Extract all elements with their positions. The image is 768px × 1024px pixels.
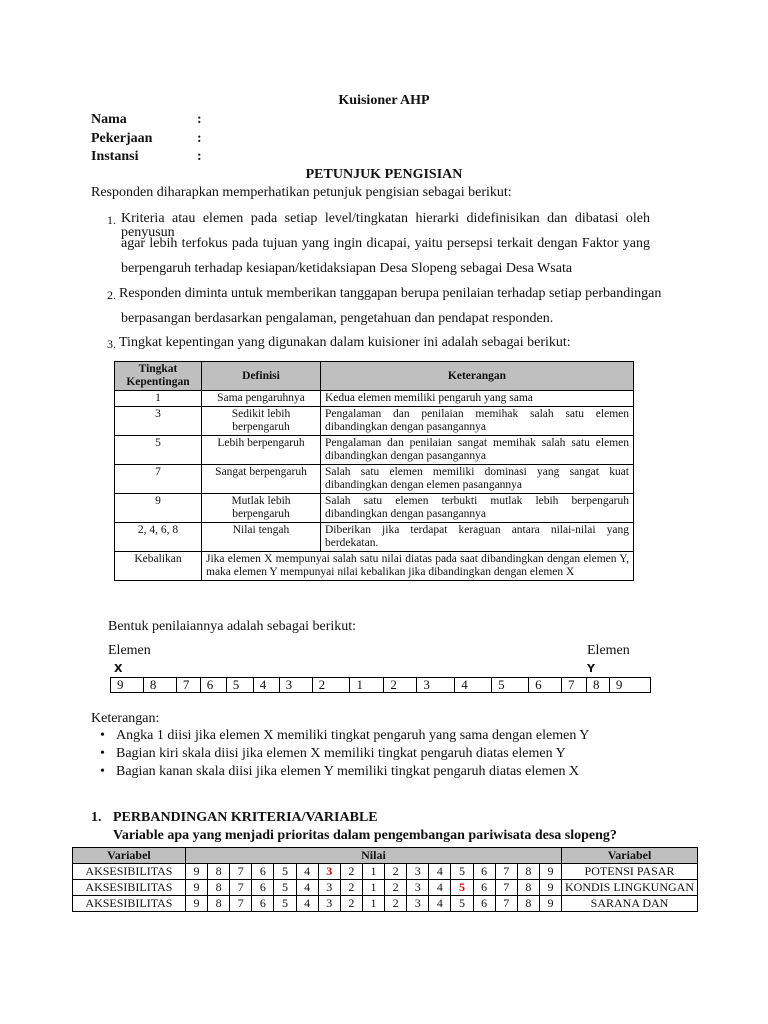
bullet-text: Bagian kanan skala diisi jika elemen Y memiliki tingkat pengaruh diatas elemen X [116,764,580,779]
tingkat-cell: 1 [115,391,202,407]
variabel-left: AKSESIBILITAS [73,864,186,880]
instruction-number: 2. [107,288,116,302]
nilai-cell[interactable]: 1 [362,880,384,896]
scale-cell: 8 [143,678,176,693]
variabel-right: SARANA DAN [562,896,698,912]
nilai-cell[interactable]: 6 [473,880,495,896]
keterangan-cell: Salah satu elemen terbukti mutlak lebih berpengaruh dibandingkan dengan pasangannya [321,494,634,523]
column-header: Variabel [562,848,698,864]
nilai-cell[interactable]: 9 [539,864,561,880]
elemen-x-letter: X [114,662,123,675]
nilai-cell[interactable]: 5 [451,880,473,896]
identity-label: Nama [91,112,127,127]
variabel-left: AKSESIBILITAS [73,880,186,896]
section-number: 1. [91,810,102,825]
identity-label: Instansi [91,149,139,164]
nilai-cell[interactable]: 3 [318,864,340,880]
nilai-cell[interactable]: 4 [429,880,451,896]
scale-cell: 7 [562,678,587,693]
table-row [115,465,634,494]
scale-cell: 4 [455,678,492,693]
column-header: Definisi [202,362,321,391]
kebalikan-text: Jika elemen X mempunyai salah satu nilai diatas pada saat dibandingkan dengan elemen Y, maka elemen Y mempunyai nilai kebalikan jika dibandingkan dengan elemen X [202,552,634,581]
identity-instansi [91,149,202,165]
nilai-cell[interactable]: 8 [517,864,539,880]
kepentingan-table [114,361,634,581]
nilai-cell[interactable]: 6 [252,896,274,912]
definisi-cell: Mutlak lebih berpengaruh [202,494,321,523]
kebalikan-label: Kebalikan [115,552,202,581]
nilai-cell[interactable]: 5 [451,864,473,880]
nilai-cell[interactable]: 7 [495,880,517,896]
nilai-cell[interactable]: 8 [517,880,539,896]
bullet-icon: • [100,728,105,743]
elemen-x-word: Elemen [108,643,151,658]
scale-cell: 3 [417,678,455,693]
petunjuk-heading: PETUNJUK PENGISIAN [305,167,463,182]
nilai-cell[interactable]: 6 [252,864,274,880]
nilai-cell[interactable]: 5 [274,880,296,896]
table-row [73,864,698,880]
table-row [115,391,634,407]
scale-cell: 3 [279,678,312,693]
definisi-cell: Sama pengaruhnya [202,391,321,407]
table-row [115,552,634,581]
instruction-number: 1. [107,213,116,227]
identity-nama [91,112,202,128]
nilai-cell[interactable]: 9 [539,896,561,912]
instruction-2-line: berpasangan berdasarkan pengalaman, pengetahuan dan pendapat responden. [121,311,554,326]
scale-table [110,677,651,693]
nilai-cell[interactable]: 1 [362,896,384,912]
instruction-1-line: berpengaruh terhadap kesiapan/ketidaksiapan Desa Slopeng sebagai Desa Wsata [121,261,573,276]
nilai-cell[interactable]: 8 [208,864,230,880]
keterangan-cell: Salah satu elemen memiliki dominasi yang sangat kuat dibandingkan dengan elemen pasangannya [321,465,634,494]
table-row [115,523,634,552]
nilai-cell[interactable]: 6 [473,896,495,912]
instruction-number: 3. [107,337,116,351]
definisi-cell: Sangat berpengaruh [202,465,321,494]
nilai-cell[interactable]: 8 [208,896,230,912]
nilai-cell[interactable]: 7 [495,864,517,880]
instruction-3-line: Tingkat kepentingan yang digunakan dalam kuisioner ini adalah sebagai berikut: [119,335,571,350]
identity-pekerjaan [91,131,202,147]
ahp-comparison-table [72,847,698,912]
nilai-cell[interactable]: 8 [517,896,539,912]
scale-cell: 6 [200,678,226,693]
nilai-cell[interactable]: 5 [451,896,473,912]
scale-cell: 6 [529,678,562,693]
bullet-text: Bagian kiri skala diisi jika elemen X memiliki tingkat pengaruh diatas elemen Y [116,746,566,761]
list-item [100,728,589,744]
bullet-text: Angka 1 diisi jika elemen X memiliki tingkat pengaruh yang sama dengan elemen Y [116,728,590,743]
nilai-cell[interactable]: 2 [385,880,407,896]
page-title: Kuisioner AHP [338,93,430,108]
instruction-2-line: Responden diminta untuk memberikan tanggapan berupa penilaian terhadap setiap perbandingan [119,286,662,301]
list-item [100,764,579,780]
tingkat-cell: 2, 4, 6, 8 [115,523,202,552]
keterangan-cell: Pengalaman dan penilaian sangat memihak salah satu elemen dibandingkan dengan pasangannya [321,436,634,465]
elemen-y-letter: Y [587,662,595,675]
elemen-y-word: Elemen [587,643,630,658]
nilai-cell[interactable]: 4 [296,880,318,896]
table-header-row [115,362,634,391]
table-header-row [73,848,698,864]
scale-cell: 4 [253,678,279,693]
table-row [115,436,634,465]
column-header: Nilai [185,848,561,864]
list-item [100,746,566,762]
nilai-cell[interactable]: 4 [296,896,318,912]
identity-colon: : [197,149,202,164]
definisi-cell: Nilai tengah [202,523,321,552]
scale-cell: 9 [609,678,650,693]
section-question: Variable apa yang menjadi prioritas dalam pengembangan pariwisata desa slopeng? [113,828,617,843]
nilai-cell[interactable]: 2 [385,896,407,912]
identity-colon: : [197,112,202,127]
nilai-cell[interactable]: 9 [185,880,207,896]
keterangan-cell: Kedua elemen memiliki pengaruh yang sama [321,391,634,407]
column-header: Tingkat Kepentingan [115,362,202,391]
scale-cell: 2 [384,678,417,693]
instruction-1-line: agar lebih terfokus pada tujuan yang ingin dicapai, yaitu persepsi terkait dengan Faktor yang [121,236,650,251]
variabel-right: POTENSI PASAR [562,864,698,880]
identity-colon: : [197,131,202,146]
scale-cell: 9 [111,678,144,693]
definisi-cell: Lebih berpengaruh [202,436,321,465]
section-title: PERBANDINGAN KRITERIA/VARIABLE [113,810,378,825]
tingkat-cell: 3 [115,407,202,436]
nilai-cell[interactable]: 7 [495,896,517,912]
bullet-icon: • [100,764,105,779]
nilai-cell[interactable]: 2 [340,880,362,896]
nilai-cell[interactable]: 3 [407,896,429,912]
table-row [73,896,698,912]
variabel-left: AKSESIBILITAS [73,896,186,912]
scale-cell: 5 [226,678,253,693]
column-header: Variabel [73,848,186,864]
table-row [115,407,634,436]
scale-row [111,678,651,693]
variabel-right: KONDIS LINGKUNGAN [562,880,698,896]
nilai-cell[interactable]: 7 [230,896,252,912]
nilai-cell[interactable]: 3 [318,896,340,912]
nilai-cell[interactable]: 2 [385,864,407,880]
scale-cell: 1 [350,678,384,693]
nilai-cell[interactable]: 2 [340,864,362,880]
bullet-icon: • [100,746,105,761]
nilai-cell[interactable]: 4 [429,896,451,912]
tingkat-cell: 5 [115,436,202,465]
nilai-cell[interactable]: 7 [230,864,252,880]
nilai-cell[interactable]: 9 [185,864,207,880]
keterangan-cell: Diberikan jika terdapat keraguan antara nilai-nilai yang berdekatan. [321,523,634,552]
scale-cell: 8 [586,678,609,693]
keterangan-cell: Pengalaman dan penilaian memihak salah satu elemen dibandingkan dengan pasangannya [321,407,634,436]
nilai-cell[interactable]: 6 [473,864,495,880]
scale-cell: 7 [176,678,200,693]
nilai-cell[interactable]: 9 [185,896,207,912]
definisi-cell: Sedikit lebih berpengaruh [202,407,321,436]
bentuk-text: Bentuk penilaiannya adalah sebagai berikut: [108,619,357,634]
scale-cell: 2 [312,678,350,693]
nilai-cell[interactable]: 4 [429,864,451,880]
nilai-cell[interactable]: 8 [208,880,230,896]
tingkat-cell: 9 [115,494,202,523]
intro-text: Responden diharapkan memperhatikan petunjuk pengisian sebagai berikut: [91,185,512,200]
column-header: Keterangan [321,362,634,391]
identity-label: Pekerjaan [91,131,153,146]
tingkat-cell: 7 [115,465,202,494]
nilai-cell[interactable]: 3 [407,864,429,880]
nilai-cell[interactable]: 5 [274,896,296,912]
nilai-cell[interactable]: 7 [230,880,252,896]
nilai-cell[interactable]: 9 [539,880,561,896]
nilai-cell[interactable]: 1 [362,864,384,880]
keterangan-label: Keterangan: [91,711,160,726]
nilai-cell[interactable]: 5 [274,864,296,880]
table-row [115,494,634,523]
nilai-cell[interactable]: 2 [340,896,362,912]
instruction-1-line: Kriteria atau elemen pada setiap level/tingkatan hierarki didefinisikan dan dibatasi oleh penyusun [121,211,650,240]
nilai-cell[interactable]: 3 [407,880,429,896]
nilai-cell[interactable]: 6 [252,880,274,896]
nilai-cell[interactable]: 4 [296,864,318,880]
scale-cell: 5 [492,678,529,693]
table-row [73,880,698,896]
nilai-cell[interactable]: 3 [318,880,340,896]
